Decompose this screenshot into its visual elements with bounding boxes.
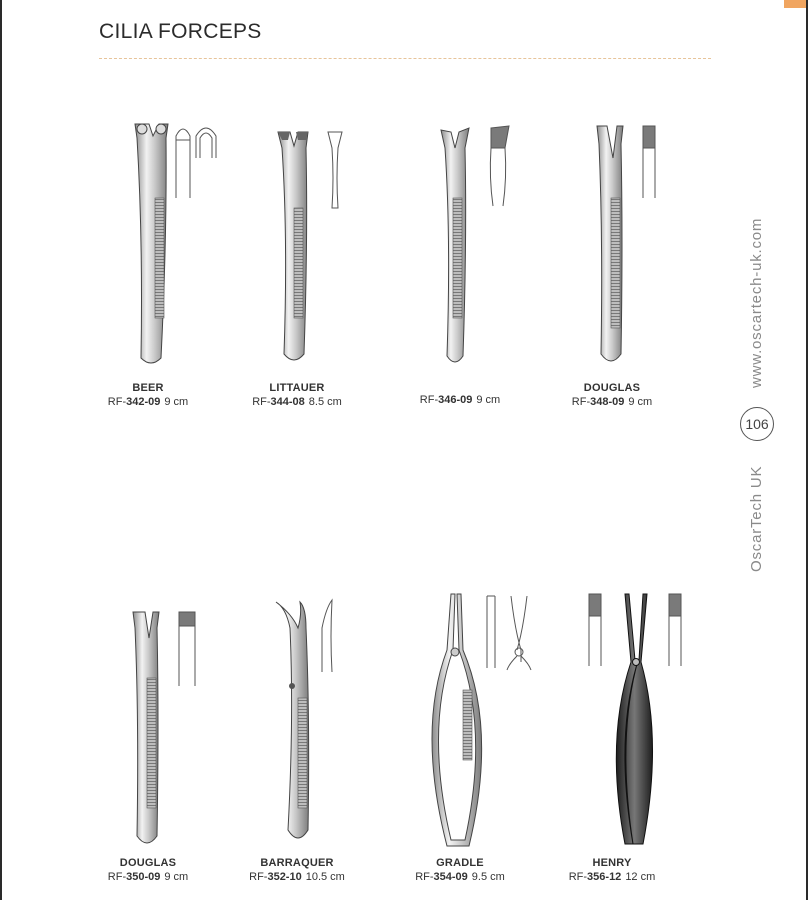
product-barraquer[interactable] bbox=[222, 598, 372, 888]
product-littauer[interactable] bbox=[222, 118, 372, 418]
product-code: 342-09 bbox=[126, 396, 161, 408]
product-code-prefix: RF- bbox=[571, 396, 591, 408]
product-name: BARRAQUER bbox=[260, 857, 334, 869]
product-caption bbox=[73, 381, 223, 409]
product-size: 9 cm bbox=[476, 394, 501, 406]
page-number: 106 bbox=[740, 407, 774, 441]
product-code: 356-12 bbox=[587, 871, 622, 883]
page-title: CILIA FORCEPS bbox=[99, 20, 262, 43]
website-url: www.oscartech-uk.com bbox=[748, 217, 765, 388]
product-size: 10.5 cm bbox=[305, 871, 345, 883]
product-code-prefix: RF- bbox=[107, 396, 127, 408]
product-rf-346-09[interactable] bbox=[385, 118, 535, 418]
product-size: 9.5 cm bbox=[471, 871, 505, 883]
product-name: GRADLE bbox=[436, 857, 484, 869]
product-code: 354-09 bbox=[433, 871, 468, 883]
product-caption bbox=[73, 856, 223, 884]
forceps-illustration bbox=[73, 118, 223, 378]
forceps-illustration bbox=[73, 598, 223, 853]
product-name: HENRY bbox=[592, 857, 632, 869]
product-code-prefix: RF- bbox=[107, 871, 127, 883]
product-caption bbox=[222, 381, 372, 409]
product-size: 8.5 cm bbox=[308, 396, 342, 408]
product-size: 9 cm bbox=[628, 396, 653, 408]
product-name: BEER bbox=[132, 382, 164, 394]
product-size: 9 cm bbox=[164, 396, 189, 408]
product-size: 12 cm bbox=[625, 871, 656, 883]
title-divider bbox=[99, 58, 711, 59]
product-name: LITTAUER bbox=[269, 382, 325, 394]
product-douglas-348[interactable] bbox=[537, 118, 687, 418]
product-code-prefix: RF- bbox=[249, 871, 268, 883]
brand-name: OscarTech UK bbox=[748, 465, 765, 572]
product-code: 350-09 bbox=[126, 871, 161, 883]
page-border-left bbox=[0, 0, 2, 900]
product-code: 346-09 bbox=[438, 394, 473, 406]
product-code-prefix: RF- bbox=[415, 871, 434, 883]
product-henry[interactable] bbox=[559, 590, 709, 888]
product-caption bbox=[222, 856, 372, 884]
product-code: 348-09 bbox=[590, 396, 625, 408]
product-code: 352-10 bbox=[267, 871, 302, 883]
product-code-prefix: RF- bbox=[419, 394, 439, 406]
forceps-illustration bbox=[222, 118, 372, 378]
forceps-illustration bbox=[385, 118, 535, 378]
product-douglas-350[interactable] bbox=[73, 598, 223, 888]
product-caption bbox=[537, 856, 687, 884]
product-size: 9 cm bbox=[164, 871, 189, 883]
product-name: DOUGLAS bbox=[583, 382, 641, 394]
product-caption bbox=[385, 393, 535, 407]
product-caption bbox=[385, 856, 535, 884]
forceps-illustration bbox=[559, 590, 709, 852]
product-code-prefix: RF- bbox=[568, 871, 588, 883]
forceps-illustration bbox=[537, 118, 687, 378]
product-gradle[interactable] bbox=[385, 590, 535, 888]
forceps-illustration bbox=[385, 590, 535, 852]
product-caption bbox=[537, 381, 687, 409]
product-name: DOUGLAS bbox=[119, 857, 177, 869]
forceps-illustration bbox=[222, 598, 372, 853]
corner-tab bbox=[784, 0, 806, 8]
product-code-prefix: RF- bbox=[252, 396, 271, 408]
product-code: 344-08 bbox=[270, 396, 305, 408]
product-beer[interactable] bbox=[73, 118, 223, 418]
